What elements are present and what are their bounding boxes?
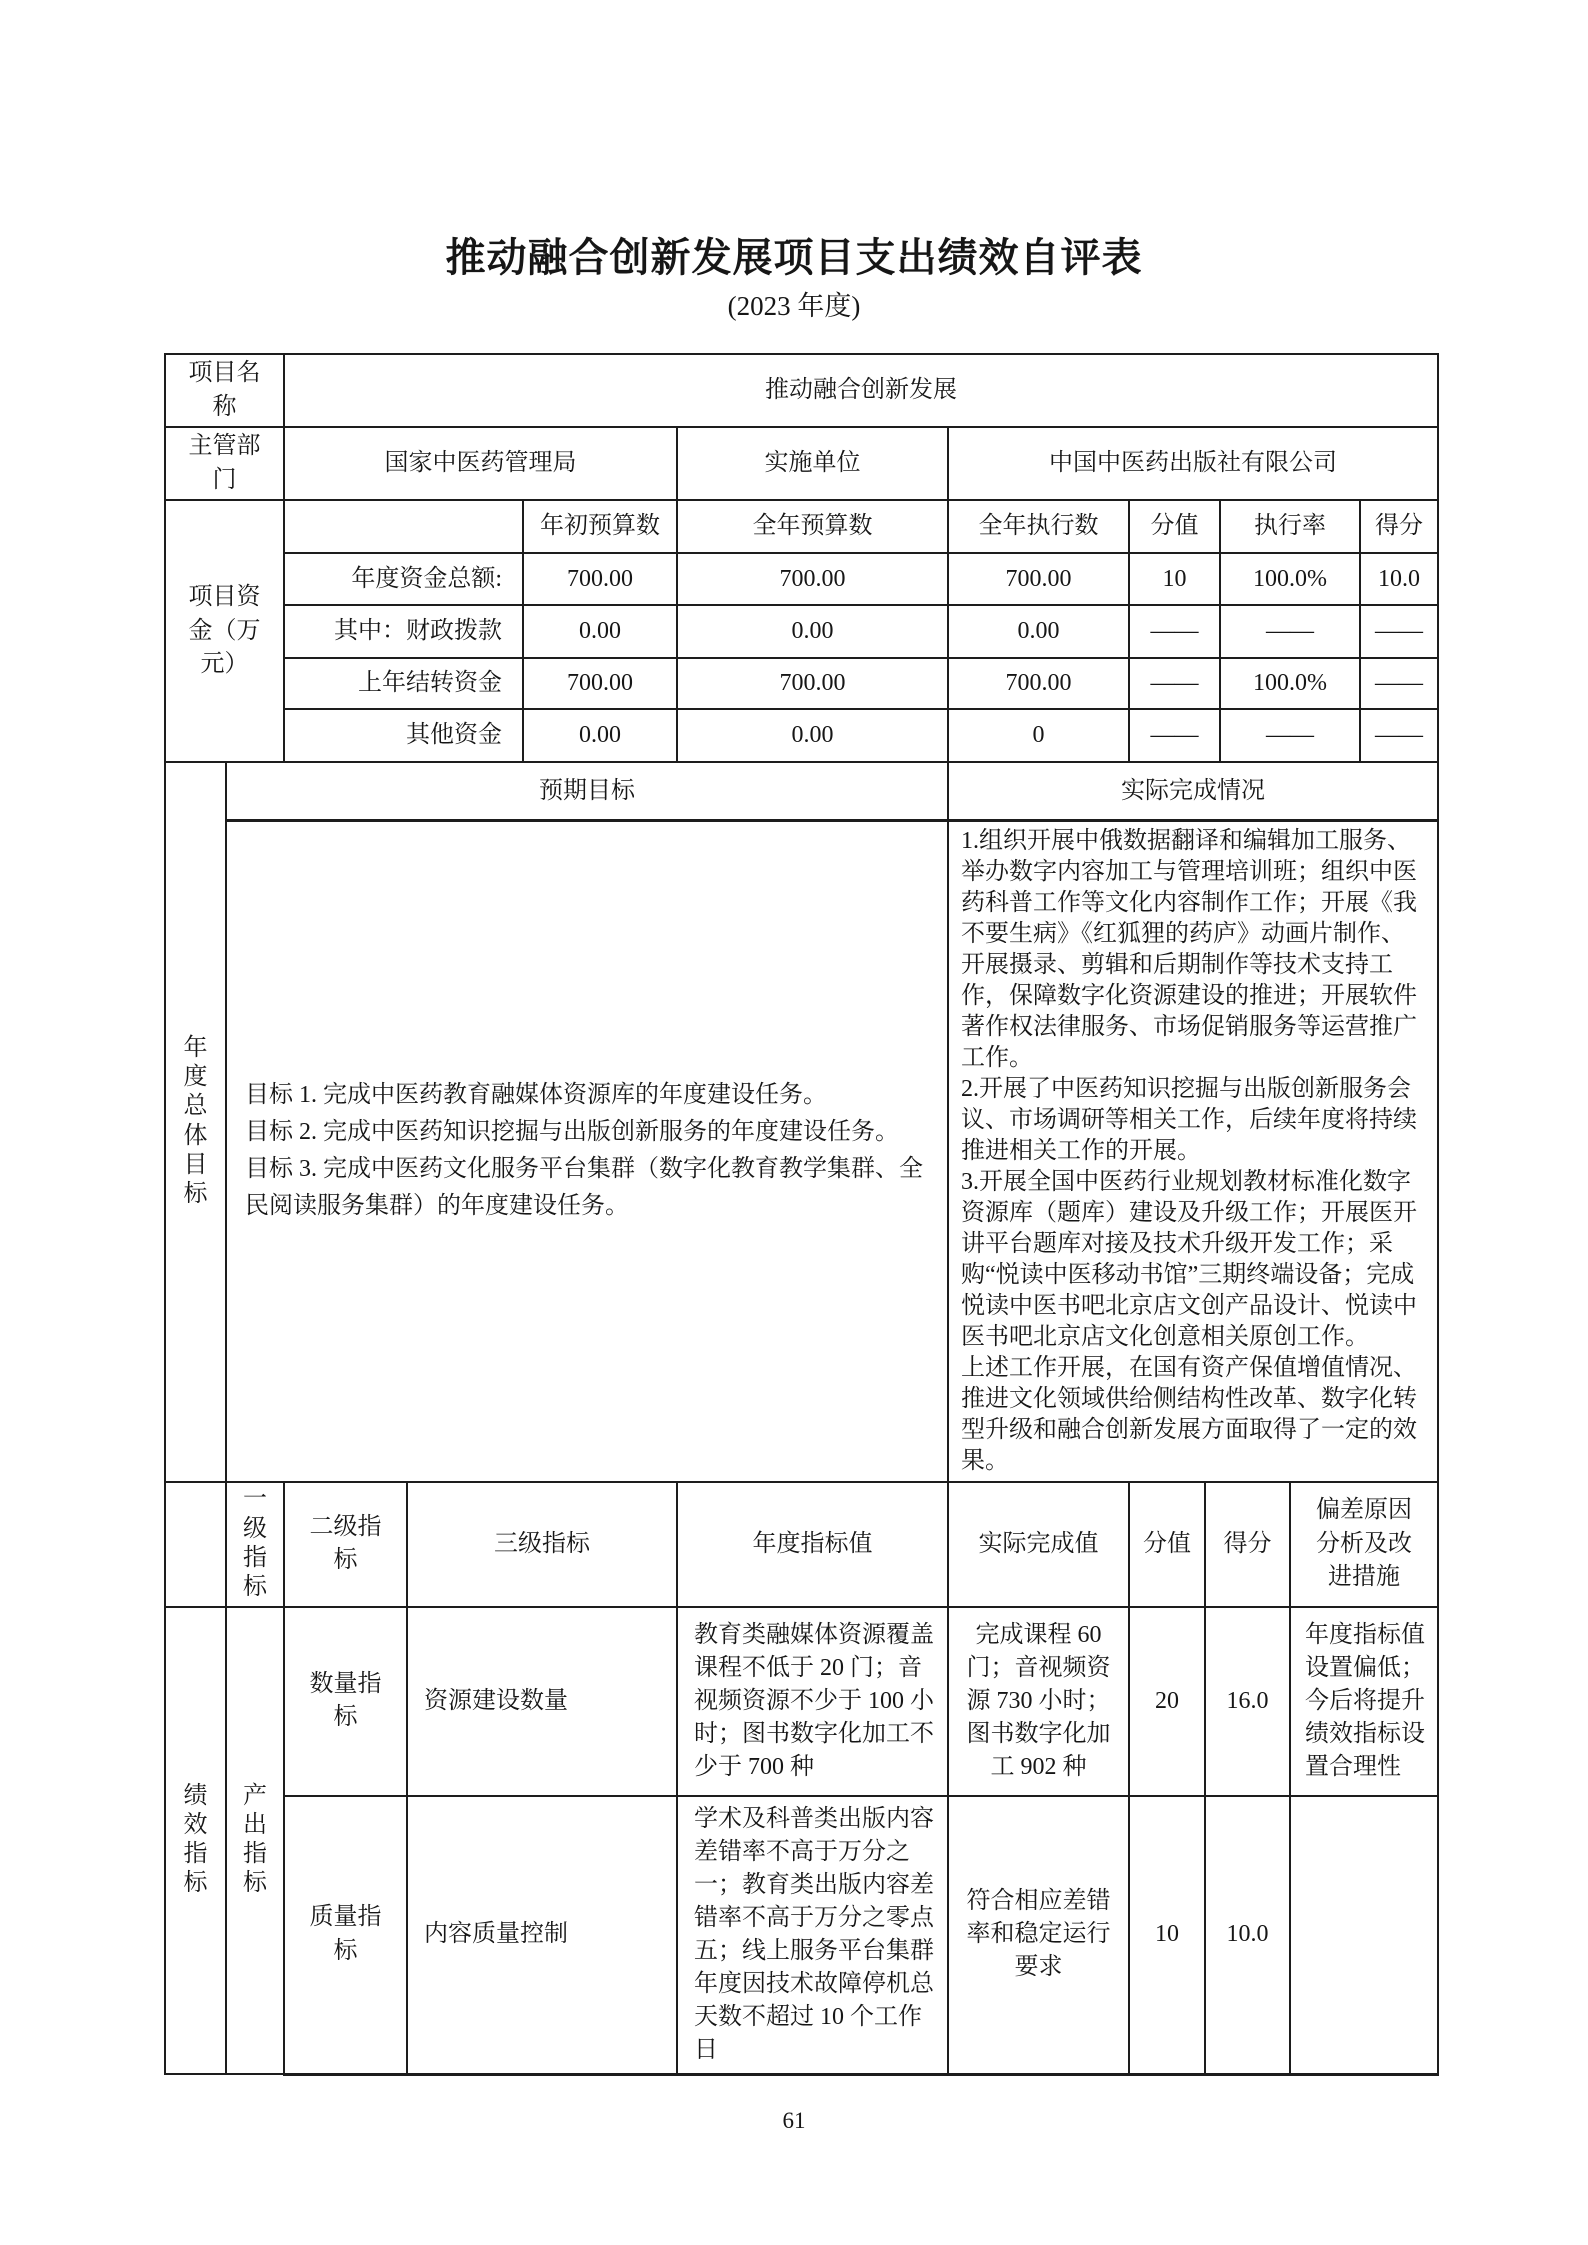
document-title: 推动融合创新发展项目支出绩效自评表 [445,235,1143,280]
funds-col-annual-budget: 全年预算数 [677,500,948,553]
evaluation-table [164,353,1437,2076]
document-subtitle: (2023 年度) [727,291,861,321]
weight-cell: 10 [1129,1796,1205,2075]
indicator-header-table [164,1481,1439,1608]
funds-col-initial-budget: 年初预算数 [523,500,677,553]
actual-paragraph: 1.组织开展中俄数据翻译和编辑加工服务、举办数字内容加工与管理培训班；组织中医药科普工作等文化内容制作工作；开展《我不要生病》《红狐狸的药庐》动画片制作、开展摄录、剪辑和后期制作等技术支持工作，保障数字化资源建设的推进；开展软件著作权法律服务、市场促销服务等运营推广工作。 [961,827,1417,1071]
funds-cell: —— [1129,658,1220,709]
project-name-value: 推动融合创新发展 [284,354,1438,427]
annual-goal-section-label: 年度总体目标 [165,762,226,1482]
funds-row-carryover [165,658,1438,709]
level3-indicator-cell: 资源建设数量 [407,1607,677,1796]
impl-unit-label: 实施单位 [677,427,948,500]
funds-cell: 700.00 [948,553,1129,605]
expected-goal-content [226,820,948,1482]
level2-indicator-cell: 质量指标 [284,1796,407,2075]
funds-cell: —— [1360,605,1438,658]
funds-cell: —— [1129,709,1220,762]
goal-line: 目标 2. 完成中医药知识挖掘与出版创新服务的年度建设任务。 [245,1119,899,1146]
funds-empty-header [284,500,523,553]
yearly-target-header: 年度指标值 [677,1482,948,1607]
funds-cell: —— [1360,658,1438,709]
funds-cell: 0.00 [523,709,677,762]
funds-cell: 0.00 [677,709,948,762]
actual-completion-header: 实际完成情况 [948,762,1438,820]
actual-completion-content [948,820,1438,1482]
funds-row-label: 其中：财政拨款 [284,605,523,658]
deviation-cell [1290,1796,1438,2075]
score-cell: 16.0 [1205,1607,1290,1796]
expected-goal-header: 预期目标 [226,762,948,820]
basic-info-table [164,353,1439,501]
actual-value-cell: 符合相应差错率和稳定运行要求 [948,1796,1129,2075]
actual-paragraph: 2.开展了中医药知识挖掘与出版创新服务会议、市场调研等相关工作，后续年度将持续推进相关工作的开展。 [961,1075,1417,1164]
indicator-rows-table [164,1606,1439,2076]
actual-value-cell: 完成课程 60 门；音视频资源 730 小时；图书数字化加工 902 种 [948,1607,1129,1796]
funds-cell: 700.00 [677,553,948,605]
actual-value-header: 实际完成值 [948,1482,1129,1607]
funds-cell: —— [1129,605,1220,658]
funds-cell: 100.0% [1220,658,1360,709]
funds-row-other [165,709,1438,762]
funds-cell: 700.00 [523,658,677,709]
yearly-target-cell: 学术及科普类出版内容差错率不高于万分之一；教育类出版内容差错率不高于万分之零点五；线上服务平台集群年度因技术故障停机总天数不超过 10 个工作日 [677,1796,948,2075]
funds-cell: 0.00 [523,605,677,658]
funds-cell: 100.0% [1220,553,1360,605]
funds-cell: —— [1220,709,1360,762]
dept-value: 国家中医药管理局 [284,427,677,500]
level3-indicator-cell: 内容质量控制 [407,1796,677,2075]
goal-line: 目标 3. 完成中医药文化服务平台集群（数字化教育教学集群、全民阅读服务集群）的年度建设任务。 [245,1156,923,1220]
output-indicator-label: 产出指标 [226,1607,284,2075]
page-number: 61 [782,2108,806,2133]
yearly-target-cell: 教育类融媒体资源覆盖课程不低于 20 门；音视频资源不少于 100 小时；图书数字化加工不少于 700 种 [677,1607,948,1796]
funds-col-score: 得分 [1360,500,1438,553]
indicator-row-quantity [165,1607,1438,1796]
funds-cell: 10 [1129,553,1220,605]
funds-row-fiscal [165,605,1438,658]
project-name-label: 项目名称 [165,354,284,427]
funds-col-exec-rate: 执行率 [1220,500,1360,553]
impl-unit-value: 中国中医药出版社有限公司 [948,427,1438,500]
funds-cell: 0.00 [948,605,1129,658]
level2-indicator-cell: 数量指标 [284,1607,407,1796]
actual-paragraph: 上述工作开展，在国有资产保值增值情况、推进文化领域供给侧结构性改革、数字化转型升级和融合创新发展方面取得了一定的效果。 [961,1354,1417,1474]
deviation-header: 偏差原因分析及改进措施 [1290,1482,1438,1607]
funds-row-label: 年度资金总额: [284,553,523,605]
level3-indicator-header: 三级指标 [407,1482,677,1607]
funds-cell: —— [1220,605,1360,658]
goal-line: 目标 1. 完成中医药教育融媒体资源库的年度建设任务。 [245,1082,827,1109]
score-header: 得分 [1205,1482,1290,1607]
indicator-header-empty [165,1482,226,1607]
funds-row-label: 上年结转资金 [284,658,523,709]
funds-cell: —— [1360,709,1438,762]
funds-cell: 0.00 [677,605,948,658]
funds-cell: 0 [948,709,1129,762]
funds-table [164,499,1439,763]
funds-col-executed: 全年执行数 [948,500,1129,553]
funds-section-label: 项目资金（万元） [165,500,284,762]
performance-indicator-section-label: 绩效指标 [165,1607,226,2075]
level1-indicator-header: 一级指标 [226,1482,284,1607]
dept-label: 主管部门 [165,427,284,500]
funds-row-label: 其他资金 [284,709,523,762]
funds-col-weight: 分值 [1129,500,1220,553]
funds-cell: 700.00 [523,553,677,605]
indicator-row-quality [165,1796,1438,2075]
funds-cell: 10.0 [1360,553,1438,605]
funds-row-total [165,553,1438,605]
weight-header: 分值 [1129,1482,1205,1607]
score-cell: 10.0 [1205,1796,1290,2075]
level2-indicator-header: 二级指标 [284,1482,407,1607]
annual-goal-table [164,761,1439,1483]
weight-cell: 20 [1129,1607,1205,1796]
actual-paragraph: 3.开展全国中医药行业规划教材标准化数字资源库（题库）建设及升级工作；开展医开讲平台题库对接及技术升级开发工作；采购“悦读中医移动书馆”三期终端设备；完成悦读中医书吧北京店文创产品设计、悦读中医书吧北京店文化创意相关原创工作。 [961,1168,1417,1350]
deviation-cell: 年度指标值设置偏低；今后将提升绩效指标设置合理性 [1290,1607,1438,1796]
funds-cell: 700.00 [948,658,1129,709]
funds-cell: 700.00 [677,658,948,709]
